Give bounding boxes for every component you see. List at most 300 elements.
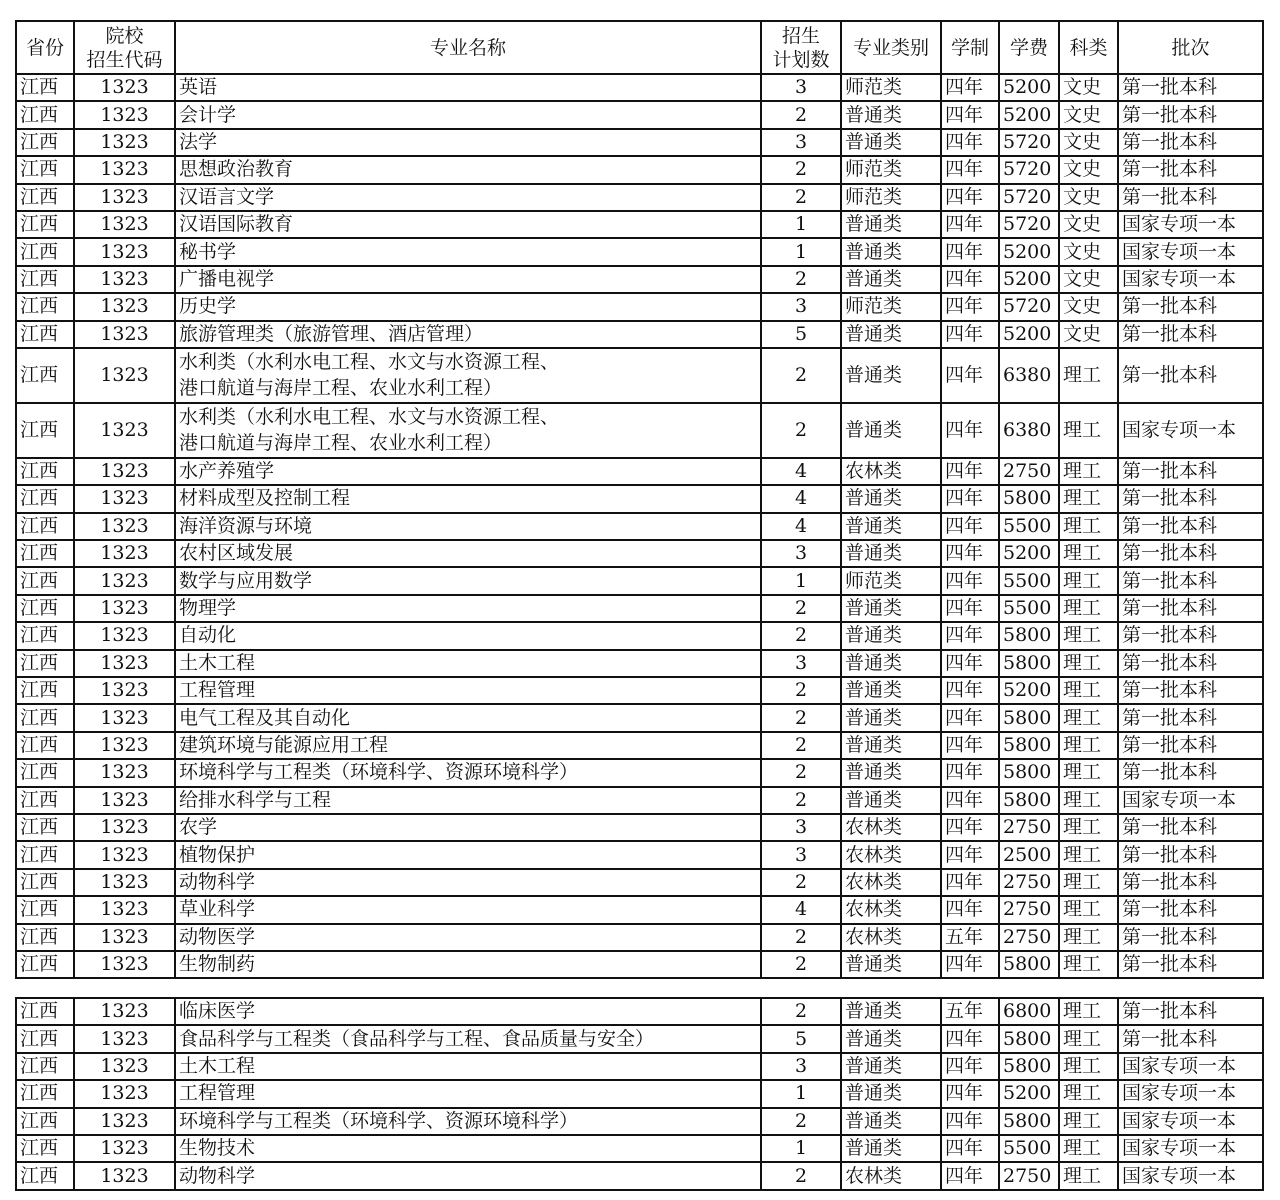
cell-batch: 第一批本科 bbox=[1118, 869, 1263, 896]
cell-major-name: 环境科学与工程类（环境科学、资源环境科学） bbox=[175, 1108, 761, 1135]
table-row bbox=[16, 869, 1263, 896]
cell-plan-count: 4 bbox=[761, 896, 841, 923]
cell-duration: 四年 bbox=[941, 485, 999, 512]
cell-plan-count: 1 bbox=[761, 1135, 841, 1162]
cell-school-code: 1323 bbox=[74, 595, 175, 622]
cell-major-name: 农村区域发展 bbox=[175, 540, 761, 567]
cell-province: 江西 bbox=[16, 998, 74, 1025]
cell-school-code: 1323 bbox=[74, 841, 175, 868]
table-row bbox=[16, 184, 1263, 211]
header-major-category: 专业类别 bbox=[841, 21, 941, 74]
cell-batch: 国家专项一本 bbox=[1118, 238, 1263, 265]
cell-batch: 第一批本科 bbox=[1118, 156, 1263, 183]
cell-batch: 第一批本科 bbox=[1118, 184, 1263, 211]
cell-major-name: 生物技术 bbox=[175, 1135, 761, 1162]
cell-major-category: 农林类 bbox=[841, 869, 941, 896]
cell-major-name: 法学 bbox=[175, 129, 761, 156]
cell-major-name: 建筑环境与能源应用工程 bbox=[175, 732, 761, 759]
cell-subject-type: 理工 bbox=[1059, 677, 1118, 704]
cell-school-code: 1323 bbox=[74, 184, 175, 211]
cell-school-code: 1323 bbox=[74, 1025, 175, 1052]
cell-province: 江西 bbox=[16, 1025, 74, 1052]
cell-duration: 四年 bbox=[941, 1108, 999, 1135]
cell-subject-type: 文史 bbox=[1059, 266, 1118, 293]
cell-duration: 四年 bbox=[941, 704, 999, 731]
cell-major-name: 自动化 bbox=[175, 622, 761, 649]
cell-plan-count: 2 bbox=[761, 677, 841, 704]
cell-duration: 四年 bbox=[941, 403, 999, 458]
table-row bbox=[16, 595, 1263, 622]
table-row bbox=[16, 567, 1263, 594]
cell-major-name: 汉语国际教育 bbox=[175, 211, 761, 238]
cell-subject-type: 文史 bbox=[1059, 321, 1118, 348]
cell-province: 江西 bbox=[16, 485, 74, 512]
cell-school-code: 1323 bbox=[74, 74, 175, 101]
cell-school-code: 1323 bbox=[74, 1135, 175, 1162]
table-row bbox=[16, 321, 1263, 348]
cell-school-code: 1323 bbox=[74, 787, 175, 814]
cell-batch: 第一批本科 bbox=[1118, 348, 1263, 403]
table-row bbox=[16, 924, 1263, 951]
table-row bbox=[16, 458, 1263, 485]
cell-major-category: 普通类 bbox=[841, 238, 941, 265]
table-row bbox=[16, 732, 1263, 759]
cell-plan-count: 2 bbox=[761, 924, 841, 951]
cell-major-category: 普通类 bbox=[841, 650, 941, 677]
cell-batch: 国家专项一本 bbox=[1118, 211, 1263, 238]
cell-province: 江西 bbox=[16, 595, 74, 622]
cell-plan-count: 2 bbox=[761, 622, 841, 649]
cell-plan-count: 3 bbox=[761, 814, 841, 841]
cell-major-category: 普通类 bbox=[841, 485, 941, 512]
table-row bbox=[16, 1135, 1263, 1162]
cell-duration: 四年 bbox=[941, 595, 999, 622]
cell-school-code: 1323 bbox=[74, 677, 175, 704]
cell-province: 江西 bbox=[16, 924, 74, 951]
cell-plan-count: 5 bbox=[761, 321, 841, 348]
cell-batch: 第一批本科 bbox=[1118, 704, 1263, 731]
cell-plan-count: 3 bbox=[761, 129, 841, 156]
table-row bbox=[16, 1162, 1263, 1189]
cell-school-code: 1323 bbox=[74, 1080, 175, 1107]
cell-major-name: 动物科学 bbox=[175, 1162, 761, 1189]
cell-province: 江西 bbox=[16, 814, 74, 841]
cell-plan-count: 2 bbox=[761, 595, 841, 622]
cell-batch: 第一批本科 bbox=[1118, 677, 1263, 704]
cell-major-name: 电气工程及其自动化 bbox=[175, 704, 761, 731]
cell-tuition: 5720 bbox=[999, 293, 1059, 320]
cell-subject-type: 理工 bbox=[1059, 540, 1118, 567]
cell-plan-count: 2 bbox=[761, 101, 841, 128]
cell-batch: 国家专项一本 bbox=[1118, 403, 1263, 458]
cell-school-code: 1323 bbox=[74, 485, 175, 512]
cell-subject-type: 理工 bbox=[1059, 841, 1118, 868]
table-row bbox=[16, 1053, 1263, 1080]
table-row bbox=[16, 74, 1263, 101]
cell-province: 江西 bbox=[16, 869, 74, 896]
cell-batch: 第一批本科 bbox=[1118, 321, 1263, 348]
table-row bbox=[16, 238, 1263, 265]
cell-province: 江西 bbox=[16, 74, 74, 101]
cell-plan-count: 1 bbox=[761, 567, 841, 594]
cell-tuition: 5200 bbox=[999, 321, 1059, 348]
table-row bbox=[16, 485, 1263, 512]
cell-plan-count: 4 bbox=[761, 458, 841, 485]
cell-subject-type: 理工 bbox=[1059, 759, 1118, 786]
cell-plan-count: 2 bbox=[761, 732, 841, 759]
cell-subject-type: 理工 bbox=[1059, 787, 1118, 814]
cell-batch: 国家专项一本 bbox=[1118, 787, 1263, 814]
cell-major-category: 普通类 bbox=[841, 677, 941, 704]
cell-major-name: 物理学 bbox=[175, 595, 761, 622]
table-row bbox=[16, 650, 1263, 677]
cell-school-code: 1323 bbox=[74, 951, 175, 978]
cell-duration: 四年 bbox=[941, 650, 999, 677]
cell-plan-count: 3 bbox=[761, 650, 841, 677]
cell-province: 江西 bbox=[16, 951, 74, 978]
cell-school-code: 1323 bbox=[74, 896, 175, 923]
cell-major-name: 土木工程 bbox=[175, 1053, 761, 1080]
cell-province: 江西 bbox=[16, 1053, 74, 1080]
cell-province: 江西 bbox=[16, 787, 74, 814]
cell-school-code: 1323 bbox=[74, 348, 175, 403]
cell-tuition: 5500 bbox=[999, 1135, 1059, 1162]
table-row bbox=[16, 998, 1263, 1025]
table-row bbox=[16, 814, 1263, 841]
cell-plan-count: 3 bbox=[761, 1053, 841, 1080]
cell-batch: 第一批本科 bbox=[1118, 951, 1263, 978]
cell-tuition: 5200 bbox=[999, 101, 1059, 128]
cell-duration: 四年 bbox=[941, 321, 999, 348]
cell-major-name: 动物科学 bbox=[175, 869, 761, 896]
cell-tuition: 2750 bbox=[999, 458, 1059, 485]
cell-province: 江西 bbox=[16, 677, 74, 704]
cell-plan-count: 2 bbox=[761, 348, 841, 403]
cell-province: 江西 bbox=[16, 458, 74, 485]
cell-subject-type: 理工 bbox=[1059, 732, 1118, 759]
cell-plan-count: 2 bbox=[761, 869, 841, 896]
table-row bbox=[16, 951, 1263, 978]
cell-major-category: 普通类 bbox=[841, 513, 941, 540]
cell-tuition: 5800 bbox=[999, 1025, 1059, 1052]
cell-batch: 第一批本科 bbox=[1118, 759, 1263, 786]
cell-duration: 四年 bbox=[941, 348, 999, 403]
cell-plan-count: 4 bbox=[761, 513, 841, 540]
cell-batch: 国家专项一本 bbox=[1118, 1080, 1263, 1107]
cell-tuition: 5800 bbox=[999, 1053, 1059, 1080]
cell-tuition: 5500 bbox=[999, 595, 1059, 622]
cell-duration: 四年 bbox=[941, 896, 999, 923]
cell-province: 江西 bbox=[16, 211, 74, 238]
cell-tuition: 5500 bbox=[999, 513, 1059, 540]
cell-subject-type: 理工 bbox=[1059, 924, 1118, 951]
cell-subject-type: 理工 bbox=[1059, 1025, 1118, 1052]
table-row bbox=[16, 403, 1263, 458]
cell-school-code: 1323 bbox=[74, 156, 175, 183]
table-row bbox=[16, 704, 1263, 731]
cell-province: 江西 bbox=[16, 650, 74, 677]
cell-major-category: 农林类 bbox=[841, 814, 941, 841]
header-major-name: 专业名称 bbox=[175, 21, 761, 74]
cell-province: 江西 bbox=[16, 513, 74, 540]
cell-batch: 第一批本科 bbox=[1118, 513, 1263, 540]
cell-subject-type: 文史 bbox=[1059, 238, 1118, 265]
table-row bbox=[16, 513, 1263, 540]
cell-subject-type: 理工 bbox=[1059, 567, 1118, 594]
cell-province: 江西 bbox=[16, 1080, 74, 1107]
cell-province: 江西 bbox=[16, 156, 74, 183]
table-row bbox=[16, 1025, 1263, 1052]
table-row bbox=[16, 211, 1263, 238]
cell-duration: 四年 bbox=[941, 677, 999, 704]
cell-subject-type: 文史 bbox=[1059, 101, 1118, 128]
cell-major-name: 环境科学与工程类（环境科学、资源环境科学） bbox=[175, 759, 761, 786]
cell-major-category: 普通类 bbox=[841, 211, 941, 238]
cell-tuition: 5200 bbox=[999, 266, 1059, 293]
cell-school-code: 1323 bbox=[74, 1108, 175, 1135]
header-province: 省份 bbox=[16, 21, 74, 74]
cell-major-name: 历史学 bbox=[175, 293, 761, 320]
cell-school-code: 1323 bbox=[74, 732, 175, 759]
cell-major-name: 材料成型及控制工程 bbox=[175, 485, 761, 512]
cell-school-code: 1323 bbox=[74, 704, 175, 731]
table-row bbox=[16, 156, 1263, 183]
cell-province: 江西 bbox=[16, 1162, 74, 1189]
cell-batch: 第一批本科 bbox=[1118, 814, 1263, 841]
cell-batch: 第一批本科 bbox=[1118, 896, 1263, 923]
cell-major-name: 水利类（水利水电工程、水文与水资源工程、 港口航道与海岸工程、农业水利工程） bbox=[175, 403, 761, 458]
cell-batch: 国家专项一本 bbox=[1118, 1135, 1263, 1162]
cell-subject-type: 理工 bbox=[1059, 896, 1118, 923]
cell-major-category: 普通类 bbox=[841, 1135, 941, 1162]
cell-major-name: 数学与应用数学 bbox=[175, 567, 761, 594]
cell-school-code: 1323 bbox=[74, 567, 175, 594]
cell-major-category: 普通类 bbox=[841, 595, 941, 622]
cell-batch: 第一批本科 bbox=[1118, 567, 1263, 594]
cell-tuition: 5800 bbox=[999, 704, 1059, 731]
cell-province: 江西 bbox=[16, 184, 74, 211]
cell-duration: 四年 bbox=[941, 458, 999, 485]
cell-school-code: 1323 bbox=[74, 924, 175, 951]
cell-duration: 四年 bbox=[941, 1025, 999, 1052]
cell-batch: 第一批本科 bbox=[1118, 732, 1263, 759]
cell-school-code: 1323 bbox=[74, 650, 175, 677]
cell-subject-type: 理工 bbox=[1059, 1135, 1118, 1162]
cell-province: 江西 bbox=[16, 540, 74, 567]
cell-duration: 四年 bbox=[941, 266, 999, 293]
cell-duration: 五年 bbox=[941, 924, 999, 951]
cell-school-code: 1323 bbox=[74, 211, 175, 238]
cell-duration: 四年 bbox=[941, 101, 999, 128]
cell-subject-type: 理工 bbox=[1059, 348, 1118, 403]
cell-duration: 四年 bbox=[941, 184, 999, 211]
cell-tuition: 5800 bbox=[999, 759, 1059, 786]
cell-province: 江西 bbox=[16, 1135, 74, 1162]
cell-batch: 第一批本科 bbox=[1118, 101, 1263, 128]
cell-batch: 国家专项一本 bbox=[1118, 266, 1263, 293]
cell-tuition: 2750 bbox=[999, 814, 1059, 841]
cell-tuition: 6380 bbox=[999, 403, 1059, 458]
cell-batch: 第一批本科 bbox=[1118, 485, 1263, 512]
cell-plan-count: 1 bbox=[761, 211, 841, 238]
cell-province: 江西 bbox=[16, 238, 74, 265]
cell-batch: 第一批本科 bbox=[1118, 293, 1263, 320]
enrollment-table-continued bbox=[15, 997, 1264, 1191]
cell-tuition: 5200 bbox=[999, 74, 1059, 101]
cell-batch: 第一批本科 bbox=[1118, 1025, 1263, 1052]
cell-duration: 四年 bbox=[941, 841, 999, 868]
cell-plan-count: 3 bbox=[761, 540, 841, 567]
cell-tuition: 5800 bbox=[999, 787, 1059, 814]
cell-province: 江西 bbox=[16, 732, 74, 759]
cell-tuition: 2750 bbox=[999, 1162, 1059, 1189]
cell-major-name: 食品科学与工程类（食品科学与工程、食品质量与安全） bbox=[175, 1025, 761, 1052]
cell-batch: 第一批本科 bbox=[1118, 924, 1263, 951]
cell-school-code: 1323 bbox=[74, 101, 175, 128]
cell-major-name: 临床医学 bbox=[175, 998, 761, 1025]
cell-duration: 四年 bbox=[941, 513, 999, 540]
cell-duration: 四年 bbox=[941, 1162, 999, 1189]
cell-school-code: 1323 bbox=[74, 238, 175, 265]
cell-batch: 第一批本科 bbox=[1118, 129, 1263, 156]
cell-province: 江西 bbox=[16, 622, 74, 649]
cell-plan-count: 5 bbox=[761, 1025, 841, 1052]
cell-plan-count: 4 bbox=[761, 485, 841, 512]
cell-batch: 国家专项一本 bbox=[1118, 1162, 1263, 1189]
cell-duration: 四年 bbox=[941, 1135, 999, 1162]
cell-subject-type: 理工 bbox=[1059, 869, 1118, 896]
cell-duration: 四年 bbox=[941, 293, 999, 320]
cell-major-category: 师范类 bbox=[841, 156, 941, 183]
header-duration: 学制 bbox=[941, 21, 999, 74]
cell-plan-count: 3 bbox=[761, 841, 841, 868]
cell-major-category: 普通类 bbox=[841, 622, 941, 649]
cell-province: 江西 bbox=[16, 567, 74, 594]
cell-province: 江西 bbox=[16, 101, 74, 128]
cell-batch: 第一批本科 bbox=[1118, 998, 1263, 1025]
cell-duration: 四年 bbox=[941, 951, 999, 978]
cell-subject-type: 理工 bbox=[1059, 403, 1118, 458]
cell-tuition: 2750 bbox=[999, 896, 1059, 923]
cell-plan-count: 2 bbox=[761, 1108, 841, 1135]
header-school-code: 院校 招生代码 bbox=[74, 21, 175, 74]
cell-major-name: 思想政治教育 bbox=[175, 156, 761, 183]
cell-major-category: 普通类 bbox=[841, 1053, 941, 1080]
cell-major-category: 农林类 bbox=[841, 1162, 941, 1189]
cell-tuition: 6380 bbox=[999, 348, 1059, 403]
cell-plan-count: 3 bbox=[761, 293, 841, 320]
cell-major-category: 普通类 bbox=[841, 321, 941, 348]
cell-school-code: 1323 bbox=[74, 622, 175, 649]
cell-subject-type: 文史 bbox=[1059, 74, 1118, 101]
cell-major-category: 师范类 bbox=[841, 74, 941, 101]
cell-duration: 四年 bbox=[941, 1080, 999, 1107]
cell-major-name: 给排水科学与工程 bbox=[175, 787, 761, 814]
cell-major-name: 工程管理 bbox=[175, 677, 761, 704]
cell-subject-type: 理工 bbox=[1059, 513, 1118, 540]
cell-major-category: 普通类 bbox=[841, 403, 941, 458]
cell-major-category: 普通类 bbox=[841, 759, 941, 786]
cell-major-name: 土木工程 bbox=[175, 650, 761, 677]
cell-major-category: 师范类 bbox=[841, 567, 941, 594]
cell-major-category: 普通类 bbox=[841, 540, 941, 567]
cell-batch: 国家专项一本 bbox=[1118, 1108, 1263, 1135]
cell-province: 江西 bbox=[16, 704, 74, 731]
table-row bbox=[16, 841, 1263, 868]
cell-major-name: 英语 bbox=[175, 74, 761, 101]
cell-tuition: 5200 bbox=[999, 238, 1059, 265]
enrollment-table-main bbox=[15, 20, 1264, 979]
cell-tuition: 5200 bbox=[999, 1080, 1059, 1107]
cell-batch: 第一批本科 bbox=[1118, 74, 1263, 101]
cell-subject-type: 理工 bbox=[1059, 485, 1118, 512]
cell-tuition: 5720 bbox=[999, 156, 1059, 183]
cell-plan-count: 1 bbox=[761, 1080, 841, 1107]
cell-major-name: 生物制药 bbox=[175, 951, 761, 978]
cell-tuition: 5800 bbox=[999, 1108, 1059, 1135]
cell-province: 江西 bbox=[16, 403, 74, 458]
cell-subject-type: 文史 bbox=[1059, 293, 1118, 320]
cell-major-name: 动物医学 bbox=[175, 924, 761, 951]
cell-plan-count: 2 bbox=[761, 998, 841, 1025]
cell-duration: 四年 bbox=[941, 1053, 999, 1080]
cell-major-category: 农林类 bbox=[841, 924, 941, 951]
table-row bbox=[16, 540, 1263, 567]
cell-major-category: 普通类 bbox=[841, 704, 941, 731]
cell-subject-type: 理工 bbox=[1059, 1162, 1118, 1189]
cell-major-category: 普通类 bbox=[841, 732, 941, 759]
cell-major-name: 工程管理 bbox=[175, 1080, 761, 1107]
cell-province: 江西 bbox=[16, 896, 74, 923]
cell-plan-count: 2 bbox=[761, 403, 841, 458]
cell-subject-type: 文史 bbox=[1059, 156, 1118, 183]
cell-tuition: 5200 bbox=[999, 540, 1059, 567]
table-row bbox=[16, 293, 1263, 320]
cell-major-name: 汉语言文学 bbox=[175, 184, 761, 211]
cell-subject-type: 理工 bbox=[1059, 595, 1118, 622]
cell-major-category: 普通类 bbox=[841, 1108, 941, 1135]
table-row bbox=[16, 759, 1263, 786]
cell-tuition: 5800 bbox=[999, 485, 1059, 512]
cell-duration: 四年 bbox=[941, 129, 999, 156]
cell-plan-count: 2 bbox=[761, 951, 841, 978]
table-row bbox=[16, 677, 1263, 704]
cell-batch: 第一批本科 bbox=[1118, 841, 1263, 868]
cell-subject-type: 理工 bbox=[1059, 814, 1118, 841]
cell-tuition: 5800 bbox=[999, 622, 1059, 649]
cell-duration: 四年 bbox=[941, 814, 999, 841]
cell-school-code: 1323 bbox=[74, 403, 175, 458]
cell-plan-count: 3 bbox=[761, 74, 841, 101]
cell-subject-type: 理工 bbox=[1059, 622, 1118, 649]
table-row bbox=[16, 622, 1263, 649]
cell-major-name: 植物保护 bbox=[175, 841, 761, 868]
cell-province: 江西 bbox=[16, 266, 74, 293]
cell-tuition: 5800 bbox=[999, 732, 1059, 759]
cell-subject-type: 理工 bbox=[1059, 1053, 1118, 1080]
cell-school-code: 1323 bbox=[74, 814, 175, 841]
cell-major-name: 水产养殖学 bbox=[175, 458, 761, 485]
table-row bbox=[16, 348, 1263, 403]
table-row bbox=[16, 787, 1263, 814]
cell-batch: 第一批本科 bbox=[1118, 458, 1263, 485]
cell-school-code: 1323 bbox=[74, 321, 175, 348]
cell-major-name: 会计学 bbox=[175, 101, 761, 128]
cell-duration: 四年 bbox=[941, 211, 999, 238]
cell-province: 江西 bbox=[16, 129, 74, 156]
cell-major-name: 农学 bbox=[175, 814, 761, 841]
table-row bbox=[16, 896, 1263, 923]
